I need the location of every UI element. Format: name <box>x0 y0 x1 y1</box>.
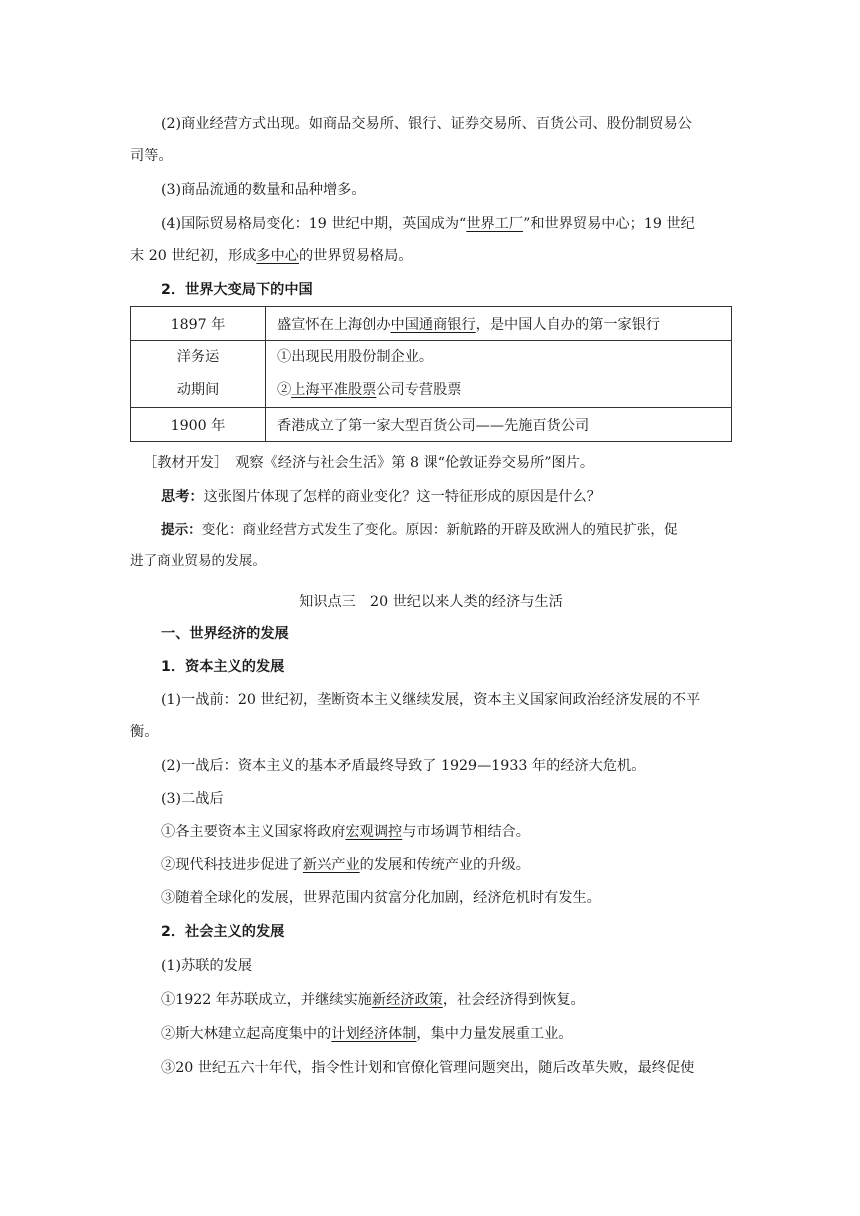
text: ①各主要资本主义国家将政府 <box>161 824 346 840</box>
paragraph-soviet: (1)苏联的发展 <box>161 958 253 974</box>
table-row <box>131 408 732 442</box>
text: ，是中国人自办的第一家银行 <box>475 316 661 333</box>
text: 盛宣怀在上海创办 <box>277 316 391 333</box>
label-tag: 思考： <box>161 489 204 505</box>
text: ② <box>277 382 292 398</box>
text: 与市场调节相结合。 <box>402 824 530 840</box>
text: 变化：商业经营方式发生了变化。原因：新航路的开辟及欧洲人的殖民扩张，促 <box>201 522 678 538</box>
text: 的发展和传统产业的升级。 <box>359 857 530 873</box>
underlined-term: 新兴产业 <box>302 857 360 873</box>
paragraph-tech-progress <box>161 855 530 875</box>
heading-capitalism: 1．资本主义的发展 <box>161 659 285 675</box>
table-cell-year: 1897 年 <box>131 307 266 341</box>
paragraph-planned-economy <box>161 1024 572 1044</box>
paragraph-continuation <box>130 146 173 166</box>
paragraph-macro-control <box>161 822 530 842</box>
text: 的世界贸易格局。 <box>298 248 413 264</box>
text: (2)商业经营方式出现。如商品交易所、银行、证券交易所、百货公司、股份制贸易公 <box>161 116 692 132</box>
table-row <box>131 307 732 341</box>
text: ②现代科技进步促进了 <box>161 857 303 873</box>
label-tag: 提示： <box>161 522 202 538</box>
underlined-term: 宏观调控 <box>345 824 403 840</box>
text: 观察《经济与社会生活》第 8 课“伦敦证券交易所”图片。 <box>221 455 595 471</box>
paragraph-commerce-methods <box>161 114 692 134</box>
heading-world-economy: 一、世界经济的发展 <box>161 626 289 642</box>
paragraph-pre-ww1: (1)一战前：20 世纪初，垄断资本主义继续发展，资本主义国家间政治经济发展的不平 <box>161 692 701 708</box>
paragraph-post-ww2: (3)二战后 <box>161 791 224 807</box>
underlined-term: 世界工厂 <box>466 216 524 232</box>
paragraph-reform: ③20 世纪五六十年代，指令性计划和官僚化管理问题突出，随后改革失败，最终促使 <box>161 1060 695 1076</box>
text: 进了商业贸易的发展。 <box>130 553 266 569</box>
paragraph-hint <box>161 520 678 540</box>
text: 司等。 <box>130 148 173 164</box>
text-line <box>277 374 731 407</box>
paragraph-think <box>161 487 601 507</box>
text: ”和世界贸易中心；19 世纪 <box>523 216 695 232</box>
paragraph-globalization: ③随着全球化的发展，世界范围内贫富分化加剧，经济危机时有发生。 <box>161 890 601 906</box>
text: ①1922 年苏联成立，并继续实施 <box>161 992 372 1008</box>
paragraph-circulation <box>161 180 366 200</box>
text: 末 20 世纪初，形成 <box>130 248 257 264</box>
underlined-term: 计划经济体制 <box>331 1026 417 1042</box>
table-cell-event <box>266 307 732 341</box>
table-cell-year <box>131 341 266 408</box>
table-cell-event: 香港成立了第一家大型百货公司——先施百货公司 <box>266 408 732 442</box>
text: ，社会经济得到恢复。 <box>442 992 585 1008</box>
text: 洋务运 <box>176 349 220 365</box>
china-timeline-table <box>130 306 732 442</box>
underlined-term: 新经济政策 <box>371 992 443 1008</box>
text: 公司专营股票 <box>376 382 462 398</box>
paragraph-trade-pattern-cont <box>130 246 412 266</box>
table-cell-event <box>266 341 732 408</box>
paragraph-post-ww1: (2)一战后：资本主义的基本矛盾最终导致了 1929—1933 年的经济大危机。 <box>161 758 646 774</box>
heading-china: 2．世界大变局下的中国 <box>161 282 313 298</box>
text: ①出现民用股份制企业。 <box>277 349 434 365</box>
text: 这张图片体现了怎样的商业变化？这一特征形成的原因是什么？ <box>203 489 601 505</box>
underlined-term: 中国通商银行 <box>390 316 476 333</box>
paragraph-textbook-dev <box>143 453 594 473</box>
text: (3)商品流通的数量和品种增多。 <box>161 182 366 198</box>
underlined-term: 多中心 <box>256 248 299 264</box>
section-title: 知识点三 20 世纪以来人类的经济与生活 <box>299 594 563 610</box>
text: ，集中力量发展重工业。 <box>416 1026 573 1042</box>
paragraph-pre-ww1-cont: 衡。 <box>130 724 159 740</box>
underlined-term: 上海平准股票 <box>291 382 377 398</box>
table-row <box>131 341 732 408</box>
table-cell-year: 1900 年 <box>131 408 266 442</box>
paragraph-trade-pattern <box>161 214 695 234</box>
heading-socialism: 2．社会主义的发展 <box>161 924 285 940</box>
text: (4)国际贸易格局变化：19 世纪中期，英国成为“ <box>161 216 467 232</box>
label-tag: ［教材开发］ <box>143 455 222 471</box>
paragraph-nep <box>161 990 585 1010</box>
paragraph-hint-cont <box>130 551 266 571</box>
text: 动期间 <box>176 382 220 398</box>
text: ②斯大林建立起高度集中的 <box>161 1026 332 1042</box>
